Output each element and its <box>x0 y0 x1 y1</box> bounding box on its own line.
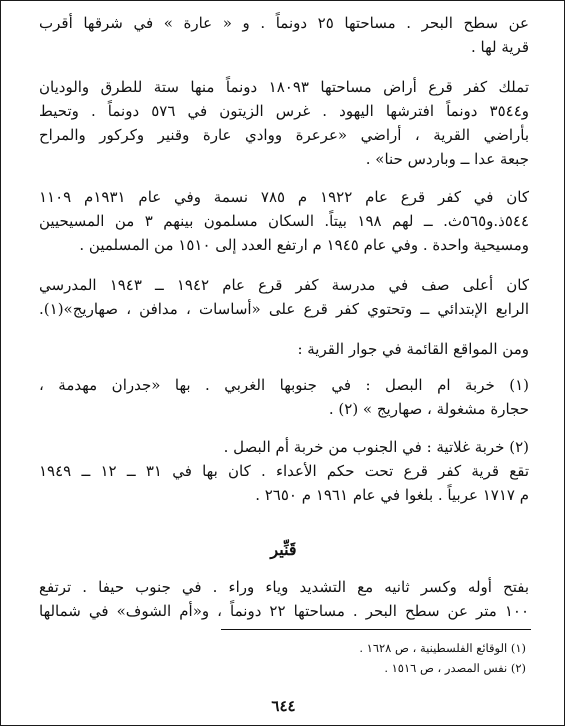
text-line: تملك كفر قرع أراض مساحتها ١٨٠٩٣ دونماً منها ستة للطرق والوديان <box>39 78 529 96</box>
section-heading: قَنِّير <box>270 540 297 559</box>
text-line: ومن المواقع القائمة في جوار القرية : <box>297 340 529 358</box>
text-line: عن سطح البحر . مساحتها ٢٥ دونماً . و « عارة » في شرقها أقرب <box>39 14 529 32</box>
text-line: حجارة مشغولة ، صهاريج » (٢) . <box>328 400 529 418</box>
text-line: بأراضي القرية ، أراضي «عرعرة ووادي عارة وقنير وكركور والمراح <box>39 126 529 144</box>
text-line: الرابع الإبتدائي ــ وتحتوي كفر قرع على «أساسات ، مدافن ، صهاريج»(١). <box>39 300 529 318</box>
text-line: م ١٧١٧ عربياً . بلغوا في عام ١٩٦١ م ٢٦٥٠ . <box>255 486 529 504</box>
footnote: (٢) نفس المصدر ، ص ١٥١٦ . <box>384 661 526 675</box>
page-number: ٦٤٤ <box>271 697 296 715</box>
text-line: (١) خربة ام البصل : في جنوبها الغربي . بها «جدران مهدمة ، <box>39 376 529 394</box>
text-line: ١٠٠ متر عن سطح البحر . مساحتها ٢٢ دونماً ، و«أم الشوف» في شمالها <box>39 602 529 620</box>
text-line: بفتح أوله وكسر ثانيه مع التشديد وياء وراء . في جنوب حيفا . ترتفع <box>39 578 529 596</box>
text-line: ومسيحية واحدة . وفي عام ١٩٤٥ م ارتفع العدد إلى ١٥١٠ من المسلمين . <box>79 236 529 254</box>
text-line: ٥٤٤ذ.و٥٦٥ث. ــ لهم ١٩٨ بيتاً. السكان مسلمون بينهم ٣ من المسيحيين <box>39 212 530 230</box>
text-line: جبعة عدا ــ وباردس حنا» . <box>365 150 529 168</box>
text-line: قرية لها . <box>470 38 529 56</box>
footnote: (١) الوقائع الفلسطينية ، ص ١٦٢٨ . <box>359 641 526 655</box>
text-line: تقع قرية كفر قرع تحت حكم الأعداء . كان بها في ٣١ ــ ١٢ ــ ١٩٤٩ <box>39 462 530 480</box>
text-line: (٢) خربة غلاتية : في الجنوب من خربة أم البصل . <box>223 438 529 456</box>
text-line: و٣٥٤٤ دونماً افترشها اليهود . غرس الزيتون في ٥٧٦ دونماً . وتحيط <box>39 102 530 120</box>
footnote-divider <box>221 629 531 630</box>
text-line: كان أعلى صف في مدرسة كفر قرع عام ١٩٤٢ ــ ١٩٤٣ المدرسي <box>39 276 529 294</box>
text-line: كان في كفر قرع عام ١٩٢٢ م ٧٨٥ نسمة وفي عام ١٩٣١م ١١٠٩ <box>39 188 530 206</box>
